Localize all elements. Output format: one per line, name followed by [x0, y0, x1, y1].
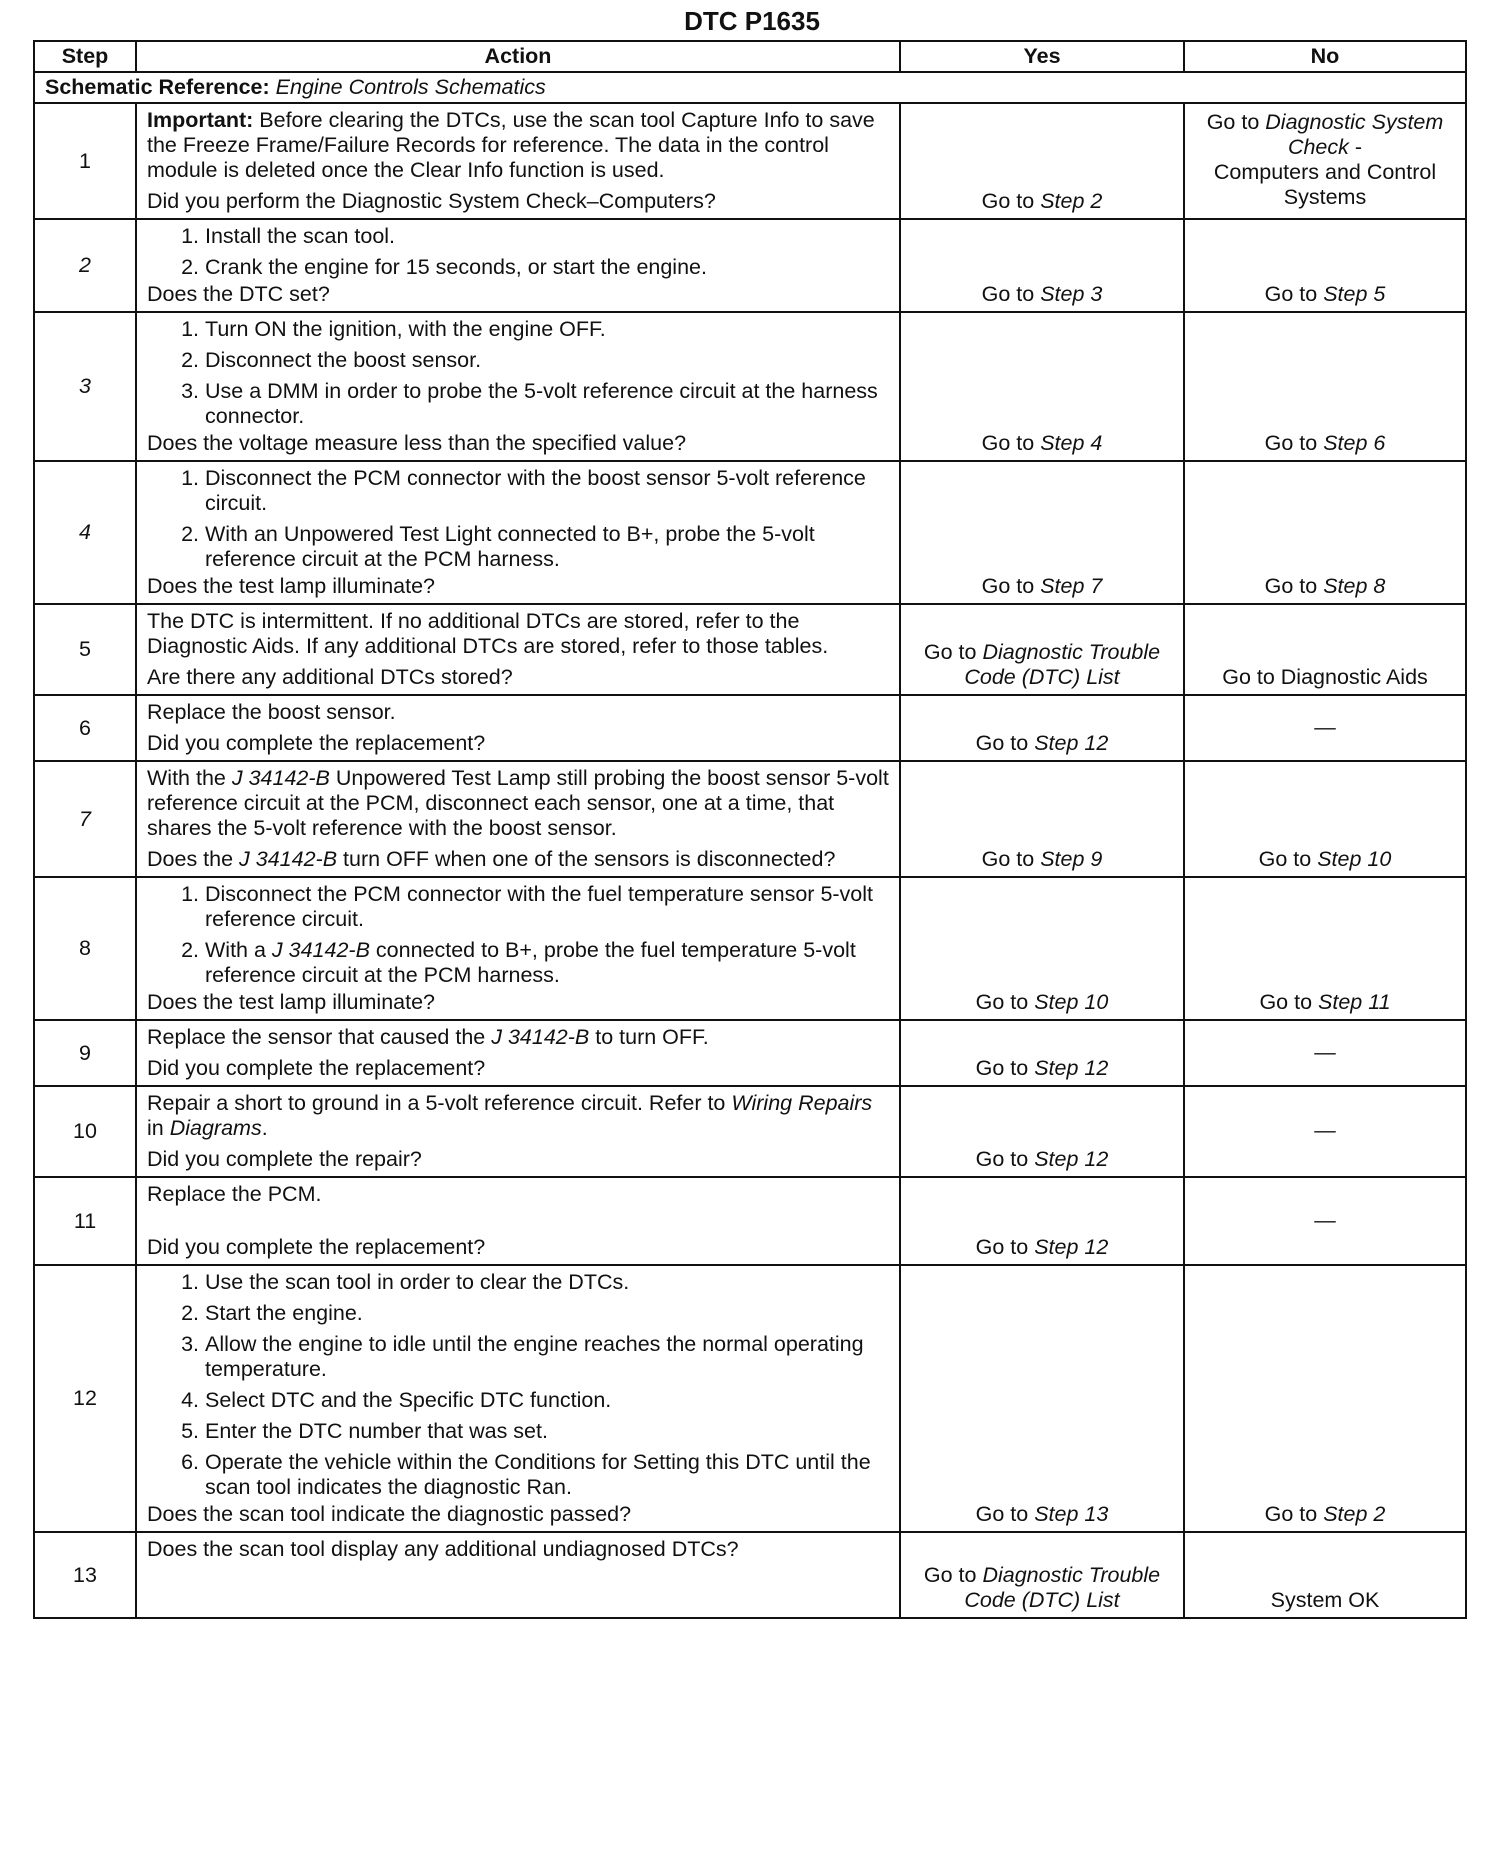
step-question: Did you complete the replacement? — [147, 1056, 486, 1080]
yes-step-link[interactable]: Step 12 — [1034, 1147, 1109, 1171]
step-question: Did you complete the repair? — [147, 1147, 422, 1171]
list-item: 4. Select DTC and the Specific DTC function. — [205, 1388, 889, 1413]
step-question: Does the voltage measure less than the specified value? — [147, 431, 687, 455]
no-goto-text: Go to — [1264, 1502, 1318, 1526]
yes-step-link[interactable]: Step 12 — [1034, 731, 1109, 755]
list-item-part: With a — [205, 938, 266, 962]
yes-cell — [900, 761, 1184, 877]
step-number: 2 — [34, 219, 136, 312]
table-row — [34, 761, 1466, 877]
no-cell: — — [1184, 1086, 1466, 1177]
step-number: 7 — [34, 761, 136, 877]
action-cell — [136, 1532, 900, 1618]
table-row — [34, 219, 1466, 312]
tool-number: J 34142-B — [239, 847, 338, 871]
step-text-part: Replace the sensor that caused the — [147, 1025, 486, 1049]
procedure-list — [147, 224, 889, 280]
step-number: 6 — [34, 695, 136, 761]
yes-cell — [900, 1177, 1184, 1265]
no-goto-text: Go to — [1264, 282, 1318, 306]
step-question: Does the DTC set? — [147, 282, 330, 306]
important-text: Before clearing the DTCs, use the scan tool Capture Info to save the Freeze Frame/Failure Records for reference. The data in the control module is deleted once the Clear Info function is used. — [147, 108, 875, 182]
step-text: The DTC is intermittent. If no additional DTCs are stored, refer to the Diagnostic Aids. If any additional DTCs are stored, refer to those tables. — [147, 609, 829, 658]
step-text-part: Unpowered Test Lamp still probing the boost sensor 5-volt reference circuit at the PCM, disconnect each sensor, one at a time, that shares the 5-volt reference with the boost sensor. — [147, 766, 889, 840]
step-number: 8 — [34, 877, 136, 1020]
no-cell: System OK — [1184, 1532, 1466, 1618]
yes-cell — [900, 604, 1184, 695]
yes-cell — [900, 103, 1184, 219]
step-text — [147, 766, 889, 841]
step-question: Did you complete the replacement? — [147, 731, 486, 755]
wiring-repairs-link[interactable]: Wiring Repairs — [731, 1091, 873, 1115]
yes-goto-text: Go to — [981, 189, 1035, 213]
no-step-link[interactable]: Step 10 — [1317, 847, 1392, 871]
yes-cell — [900, 1532, 1184, 1618]
header-yes: Yes — [900, 41, 1184, 72]
yes-step-link[interactable]: Step 4 — [1040, 431, 1103, 455]
list-item: 5. Enter the DTC number that was set. — [205, 1419, 889, 1444]
action-cell — [136, 1086, 900, 1177]
step-text: Replace the boost sensor. — [147, 700, 396, 724]
table-row — [34, 1086, 1466, 1177]
step-number: 10 — [34, 1086, 136, 1177]
yes-goto-text: Go to — [981, 431, 1035, 455]
table-row — [34, 1020, 1466, 1086]
no-step-link[interactable]: Step 5 — [1323, 282, 1386, 306]
page-title: DTC P1635 — [684, 6, 820, 36]
no-step-link[interactable]: Step 8 — [1323, 574, 1386, 598]
no-cell — [1184, 312, 1466, 461]
schematic-reference-label: Schematic Reference: — [45, 75, 270, 99]
step-text-part: Repair a short to ground in a 5-volt reference circuit. Refer to — [147, 1091, 726, 1115]
action-cell — [136, 312, 900, 461]
yes-cell — [900, 461, 1184, 604]
list-item-part: connected to B+, probe the fuel temperature 5-volt reference circuit at the PCM harness. — [205, 938, 856, 987]
list-item: 2. Start the engine. — [205, 1301, 889, 1326]
action-cell — [136, 877, 900, 1020]
yes-step-link[interactable]: Step 7 — [1040, 574, 1103, 598]
step-number: 9 — [34, 1020, 136, 1086]
table-row — [34, 1177, 1466, 1265]
step-text — [147, 1091, 889, 1141]
table-row — [34, 1265, 1466, 1532]
yes-dtc-list-link[interactable]: Diagnostic Trouble Code (DTC) List — [964, 1563, 1161, 1612]
action-cell — [136, 604, 900, 695]
tool-number: J 34142-B — [491, 1025, 590, 1049]
list-item: 1. Use the scan tool in order to clear the DTCs. — [205, 1270, 889, 1295]
no-subtext: Computers and Control Systems — [1213, 160, 1437, 209]
diagnostic-table — [33, 40, 1467, 1619]
step-question: Does the scan tool display any additional undiagnosed DTCs? — [147, 1537, 739, 1561]
yes-goto-text: Go to — [923, 1563, 977, 1587]
no-goto-text: Go to — [1258, 847, 1312, 871]
step-question: Did you perform the Diagnostic System Check–Computers? — [147, 189, 716, 213]
no-cell — [1184, 877, 1466, 1020]
procedure-list — [147, 466, 889, 572]
important-note — [147, 108, 889, 183]
no-cell: — — [1184, 1020, 1466, 1086]
no-step-link[interactable]: Step 6 — [1323, 431, 1386, 455]
list-item: 2. With an Unpowered Test Light connected to B+, probe the 5-volt reference circuit at the PCM harness. — [205, 522, 889, 572]
no-diagnostic-system-check-link[interactable]: Diagnostic System Check — [1265, 110, 1444, 159]
step-number: 12 — [34, 1265, 136, 1532]
diagrams-link[interactable]: Diagrams — [169, 1116, 262, 1140]
no-diagnostic-aids-link[interactable]: Go to Diagnostic Aids — [1222, 665, 1428, 689]
no-goto-text: Go to — [1264, 431, 1318, 455]
procedure-list — [147, 882, 889, 988]
no-cell: — — [1184, 695, 1466, 761]
step-question: Did you complete the replacement? — [147, 1235, 486, 1259]
list-item: 3. Use a DMM in order to probe the 5-volt reference circuit at the harness connector. — [205, 379, 889, 429]
no-cell — [1184, 604, 1466, 695]
no-step-link[interactable]: Step 2 — [1323, 1502, 1386, 1526]
step-question: Does the scan tool indicate the diagnostic passed? — [147, 1502, 632, 1526]
important-label: Important: — [147, 108, 254, 132]
action-cell — [136, 761, 900, 877]
step-number: 11 — [34, 1177, 136, 1265]
schematic-reference — [34, 72, 1466, 103]
yes-cell — [900, 1020, 1184, 1086]
table-row — [34, 695, 1466, 761]
schematic-reference-value: Engine Controls Schematics — [275, 75, 546, 99]
action-cell — [136, 103, 900, 219]
table-row — [34, 877, 1466, 1020]
yes-goto-text: Go to — [975, 990, 1029, 1014]
list-item: 1. Disconnect the PCM connector with the fuel temperature sensor 5-volt reference circuit. — [205, 882, 889, 932]
yes-cell — [900, 1086, 1184, 1177]
step-number: 1 — [34, 103, 136, 219]
yes-step-link[interactable]: Step 3 — [1040, 282, 1103, 306]
no-cell — [1184, 461, 1466, 604]
list-item: 2. Crank the engine for 15 seconds, or start the engine. — [205, 255, 889, 280]
yes-goto-text: Go to — [975, 731, 1029, 755]
yes-cell — [900, 312, 1184, 461]
question-part: turn OFF when one of the sensors is disconnected? — [343, 847, 836, 871]
question-part: Does the — [147, 847, 234, 871]
list-item — [205, 938, 889, 988]
yes-dtc-list-link[interactable]: Diagnostic Trouble Code (DTC) List — [964, 640, 1161, 689]
no-cell — [1184, 1265, 1466, 1532]
step-text-part: to turn OFF. — [595, 1025, 709, 1049]
yes-goto-text: Go to — [975, 1502, 1029, 1526]
yes-goto-text: Go to — [975, 1056, 1029, 1080]
step-question: Does the test lamp illuminate? — [147, 990, 436, 1014]
yes-step-link[interactable]: Step 12 — [1034, 1235, 1109, 1259]
no-goto-text: Go to — [1206, 110, 1260, 134]
header-action: Action — [136, 41, 900, 72]
step-question: Does the test lamp illuminate? — [147, 574, 436, 598]
table-row — [34, 461, 1466, 604]
action-cell — [136, 1265, 900, 1532]
step-text: Replace the PCM. — [147, 1182, 322, 1206]
no-dash: - — [1354, 135, 1363, 159]
yes-goto-text: Go to — [981, 574, 1035, 598]
yes-goto-text: Go to — [981, 282, 1035, 306]
no-goto-text: Go to — [1259, 990, 1313, 1014]
no-cell — [1184, 761, 1466, 877]
no-cell — [1184, 103, 1466, 219]
no-cell — [1184, 219, 1466, 312]
table-header-row — [34, 41, 1466, 72]
yes-step-link[interactable]: Step 9 — [1040, 847, 1103, 871]
no-step-link[interactable]: Step 11 — [1318, 990, 1391, 1014]
step-question: Are there any additional DTCs stored? — [147, 665, 513, 689]
step-text-part: . — [261, 1116, 268, 1140]
yes-cell — [900, 695, 1184, 761]
list-item: 3. Allow the engine to idle until the engine reaches the normal operating temperature. — [205, 1332, 889, 1382]
tool-number: J 34142-B — [271, 938, 370, 962]
table-row — [34, 1532, 1466, 1618]
yes-goto-text: Go to — [975, 1235, 1029, 1259]
schematic-reference-row — [34, 72, 1466, 103]
yes-goto-text: Go to — [981, 847, 1035, 871]
tool-number: J 34142-B — [231, 766, 330, 790]
yes-step-link[interactable]: Step 13 — [1034, 1502, 1109, 1526]
yes-cell — [900, 219, 1184, 312]
step-number: 4 — [34, 461, 136, 604]
step-text — [147, 1025, 889, 1050]
step-number: 13 — [34, 1532, 136, 1618]
step-number: 5 — [34, 604, 136, 695]
no-cell: — — [1184, 1177, 1466, 1265]
yes-step-link[interactable]: Step 2 — [1040, 189, 1103, 213]
action-cell — [136, 1177, 900, 1265]
header-no: No — [1184, 41, 1466, 72]
step-text-part: in — [147, 1116, 164, 1140]
step-text-part: With the — [147, 766, 226, 790]
action-cell — [136, 695, 900, 761]
yes-cell — [900, 1265, 1184, 1532]
yes-goto-text: Go to — [975, 1147, 1029, 1171]
action-cell — [136, 219, 900, 312]
step-question — [147, 847, 889, 872]
list-item: 1. Install the scan tool. — [205, 224, 889, 249]
yes-goto-text: Go to — [923, 640, 977, 664]
header-step: Step — [34, 41, 136, 72]
yes-step-link[interactable]: Step 10 — [1034, 990, 1109, 1014]
list-item: 2. Disconnect the boost sensor. — [205, 348, 889, 373]
table-row — [34, 312, 1466, 461]
step-number: 3 — [34, 312, 136, 461]
action-cell — [136, 1020, 900, 1086]
spacer — [147, 1207, 889, 1229]
table-row — [34, 604, 1466, 695]
procedure-list — [147, 317, 889, 429]
procedure-list — [147, 1270, 889, 1500]
action-cell — [136, 461, 900, 604]
list-item: 6. Operate the vehicle within the Conditions for Setting this DTC until the scan tool indicates the diagnostic Ran. — [205, 1450, 889, 1500]
list-item: 1. Turn ON the ignition, with the engine OFF. — [205, 317, 889, 342]
no-goto-text: Go to — [1264, 574, 1318, 598]
list-item: 1. Disconnect the PCM connector with the boost sensor 5-volt reference circuit. — [205, 466, 889, 516]
yes-step-link[interactable]: Step 12 — [1034, 1056, 1109, 1080]
table-row — [34, 103, 1466, 219]
yes-cell — [900, 877, 1184, 1020]
